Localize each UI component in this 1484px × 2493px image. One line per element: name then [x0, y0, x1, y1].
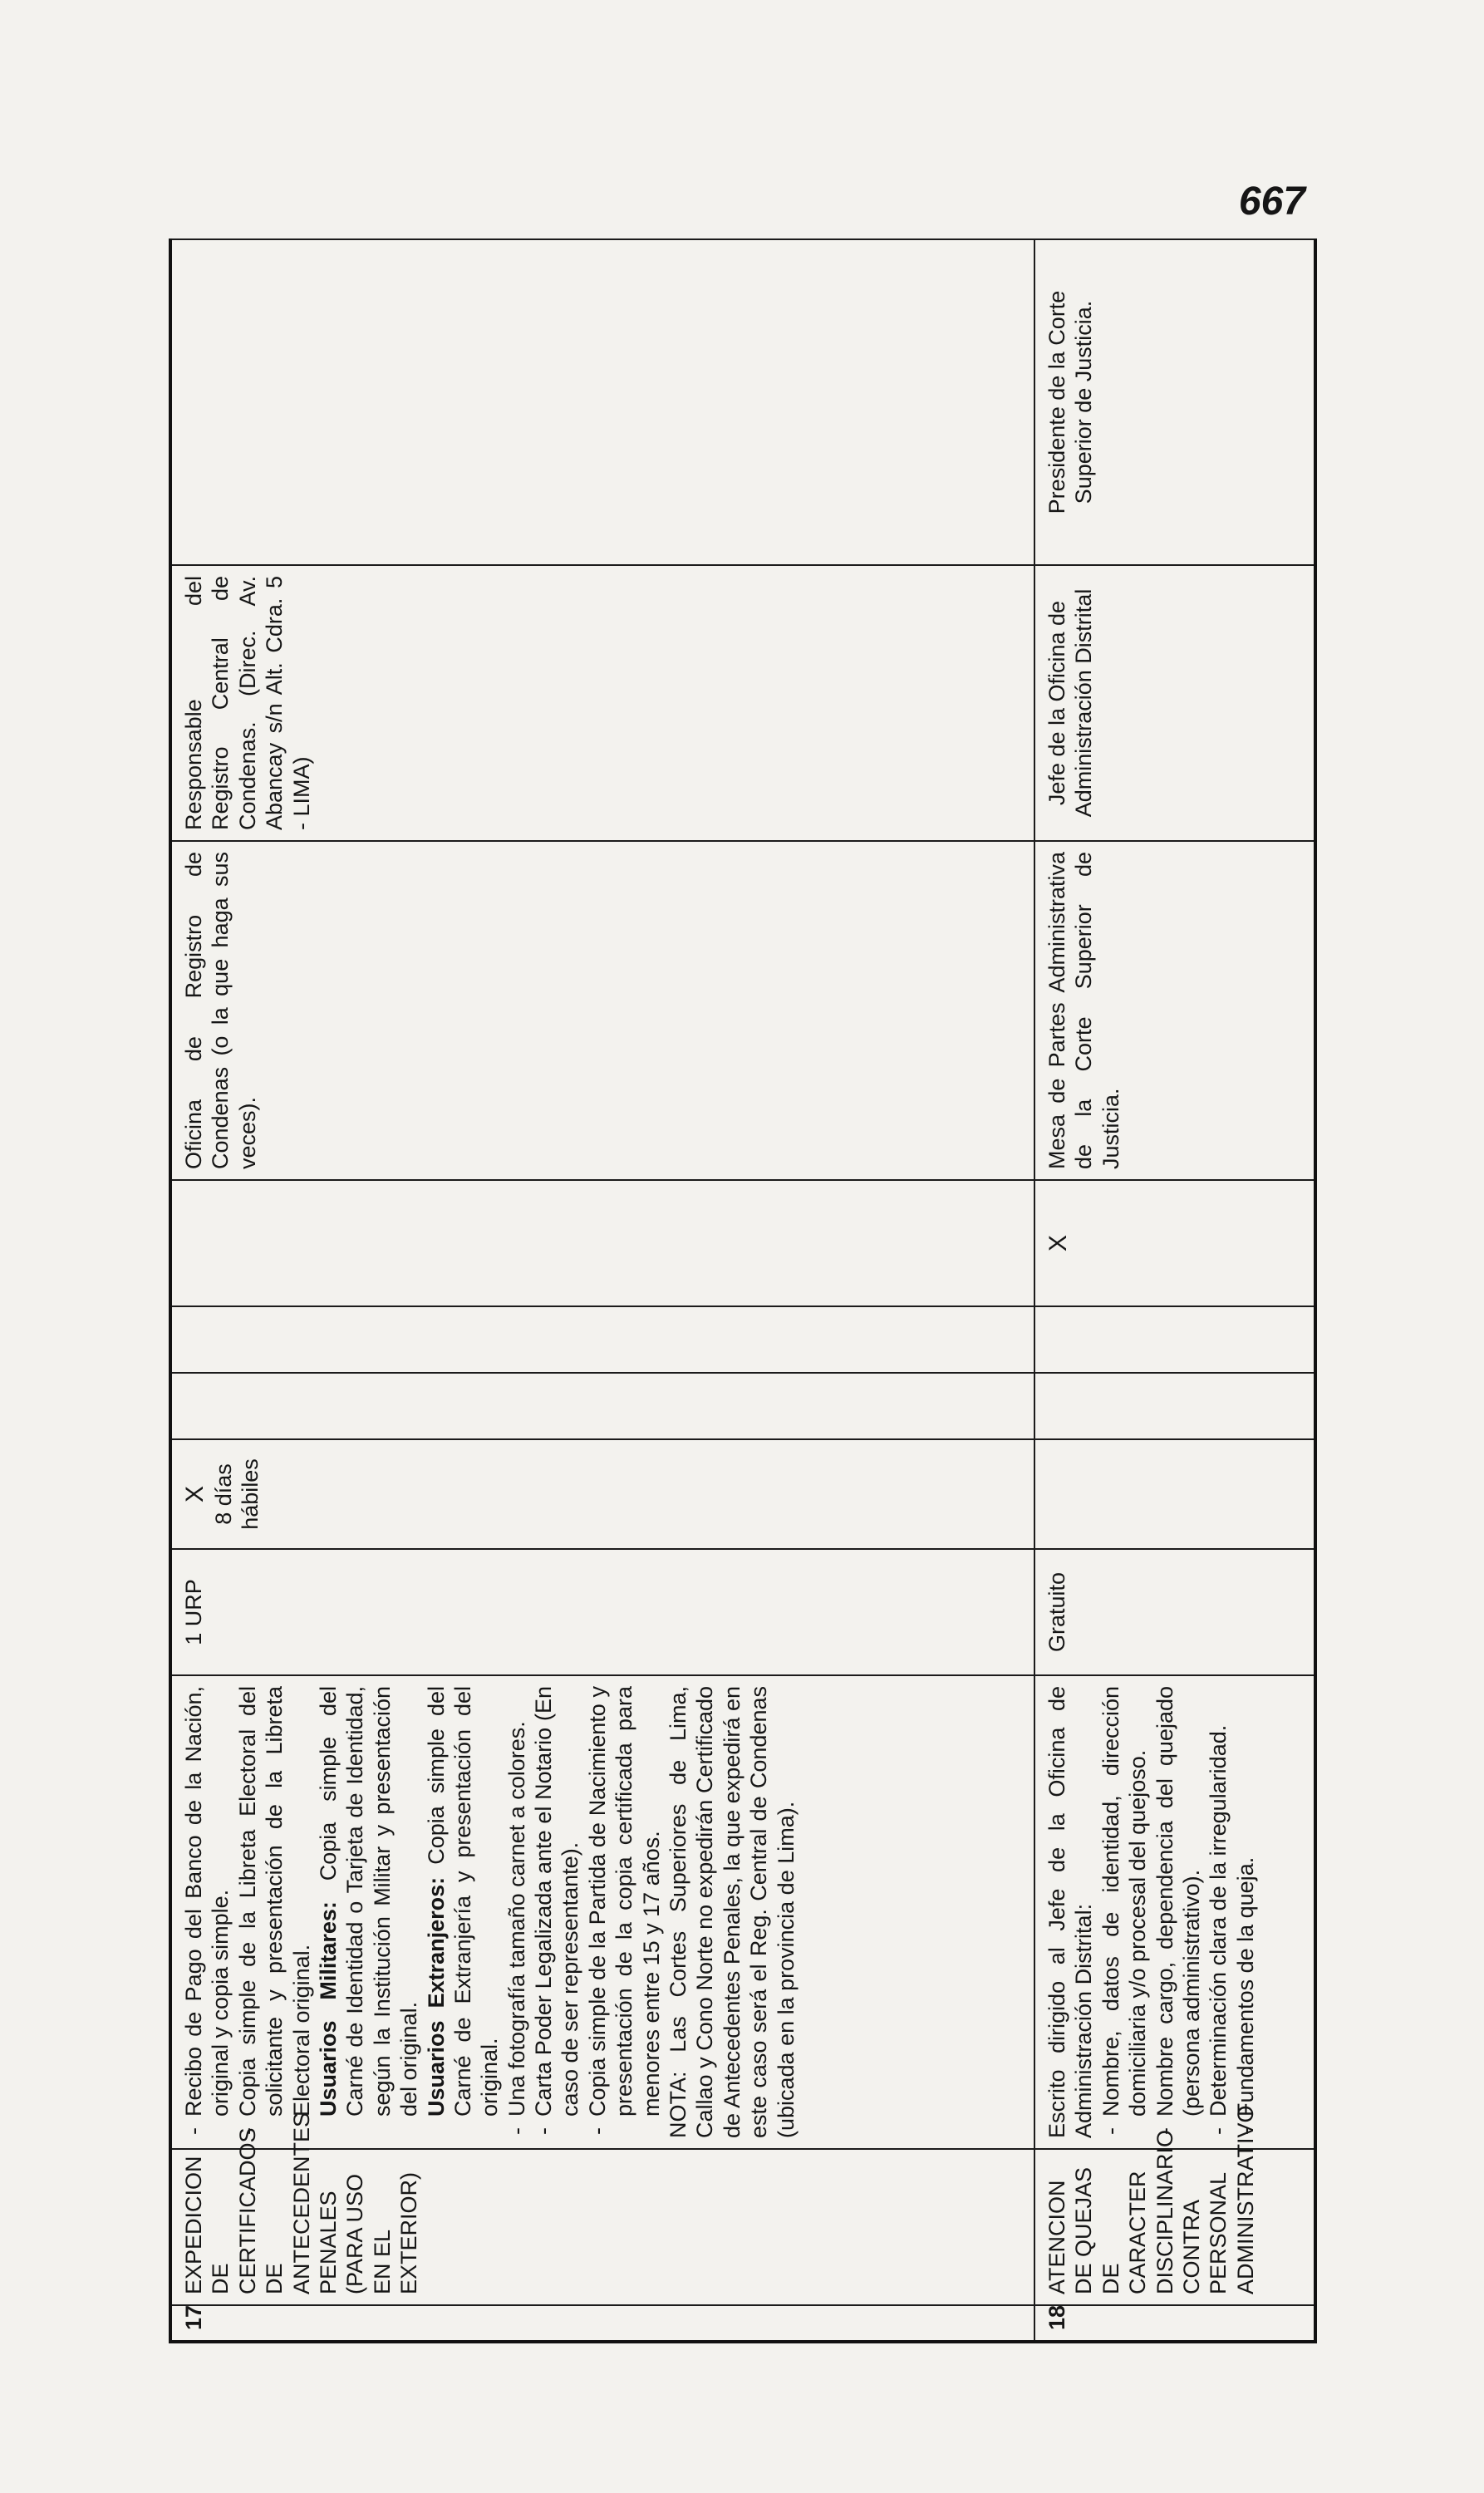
positive-silence-cell [170, 1439, 1034, 1549]
list-item: Usuarios Extranjeros: Copia simple del Carné de Extranjería y presentación del original. [423, 1686, 503, 2117]
positive-silence-cell [1034, 1439, 1315, 1549]
negative-silence-cell: X [1034, 1180, 1315, 1306]
list-item: NOTA: Las Cortes Superiores de Lima, Callao y Cono Norte no expedirán Certificado de Antecedentes Penales, la que expedirá en este caso será el Reg. Central de Condenas (ubicada en la provincia de Lima). [666, 1686, 799, 2138]
appeal-cell [170, 239, 1034, 565]
blank-cell [170, 1180, 1034, 1306]
list-item: - Fundamentos de la queja. [1232, 1686, 1259, 2138]
fee-cell: Gratuito [1034, 1549, 1315, 1675]
table-row [170, 239, 1034, 2342]
requirements-list [1044, 1686, 1259, 2138]
list-item: - Una fotografía tamaño carnet a colores. [504, 1686, 530, 2138]
requirements-cell [170, 1675, 1034, 2149]
office-cell: Mesa de Partes Administrativa de la Corte Superior de Justicia. [1034, 841, 1315, 1180]
appeal-cell: Presidente de la Corte Superior de Justicia. [1034, 239, 1315, 565]
requirements-cell [1034, 1675, 1315, 2149]
list-item: - Carta Poder Legalizada ante el Notario (En caso de ser representante). [530, 1686, 584, 2138]
automatic-cell [170, 1306, 1034, 1373]
positive-days: 8 días hábiles [211, 1458, 263, 1530]
procedures-table [169, 238, 1317, 2343]
table-row [1034, 239, 1315, 2342]
list-item: - Determinación clara de la irregularidad. [1205, 1686, 1231, 2138]
negative-silence-cell [170, 1373, 1034, 1439]
fee-cell: 1 URP [170, 1549, 1034, 1675]
list-item: - Nombre cargo, dependencia del quejado (persona administrativo). [1152, 1686, 1206, 2138]
page-number: 667 [1238, 179, 1305, 224]
authority-cell: Responsable del Registro Central de Condenas. (Direc. Av. Abancay s/n Alt. Cdra. 5 - LIMA) [170, 565, 1034, 841]
authority-cell: Jefe de la Oficina de Administración Distrital [1034, 565, 1315, 841]
blank-cell [1034, 1306, 1315, 1373]
list-item: - Recibo de Pago del Banco de la Nación, original y copia simple. [180, 1686, 234, 2138]
office-cell: Oficina de Registro de Condenas (o la que haga sus veces). [170, 841, 1034, 1180]
row-number: 17 [170, 2305, 1034, 2342]
list-item: - Nombre, datos de identidad, dirección domiciliaria y/o procesal del quejoso. [1098, 1686, 1152, 2138]
list-item: - Copia simple de la Libreta Electoral del solicitante y presentación de la Libreta Electoral original. [234, 1686, 315, 2138]
list-item: Usuarios Militares: Copia simple del Carné de Identidad o Tarjeta de Identidad, según la Institución Militar y presentación del original. [315, 1686, 422, 2117]
positive-mark: X [181, 1486, 209, 1503]
list-item: - Copia simple de la Partida de Nacimiento y presentación de la copia certificada para menores entre 15 y 17 años. [584, 1686, 665, 2138]
requirements-list [180, 1686, 799, 2138]
procedure-name: EXPEDICION DE CERTIFICADOS DE ANTECEDENTES PENALES (PARA USO EN EL EXTERIOR) [170, 2149, 1034, 2305]
row-number: 18 [1034, 2305, 1315, 2342]
list-item: Escrito dirigido al Jefe de la Oficina de Administración Distrital: [1044, 1686, 1097, 2138]
automatic-cell [1034, 1373, 1315, 1439]
procedure-name: ATENCION DE QUEJAS DE CARACTER DISCIPLINARIO CONTRA PERSONAL ADMINISTRATIVO [1034, 2149, 1315, 2305]
rotated-table-wrapper [169, 241, 1317, 2343]
